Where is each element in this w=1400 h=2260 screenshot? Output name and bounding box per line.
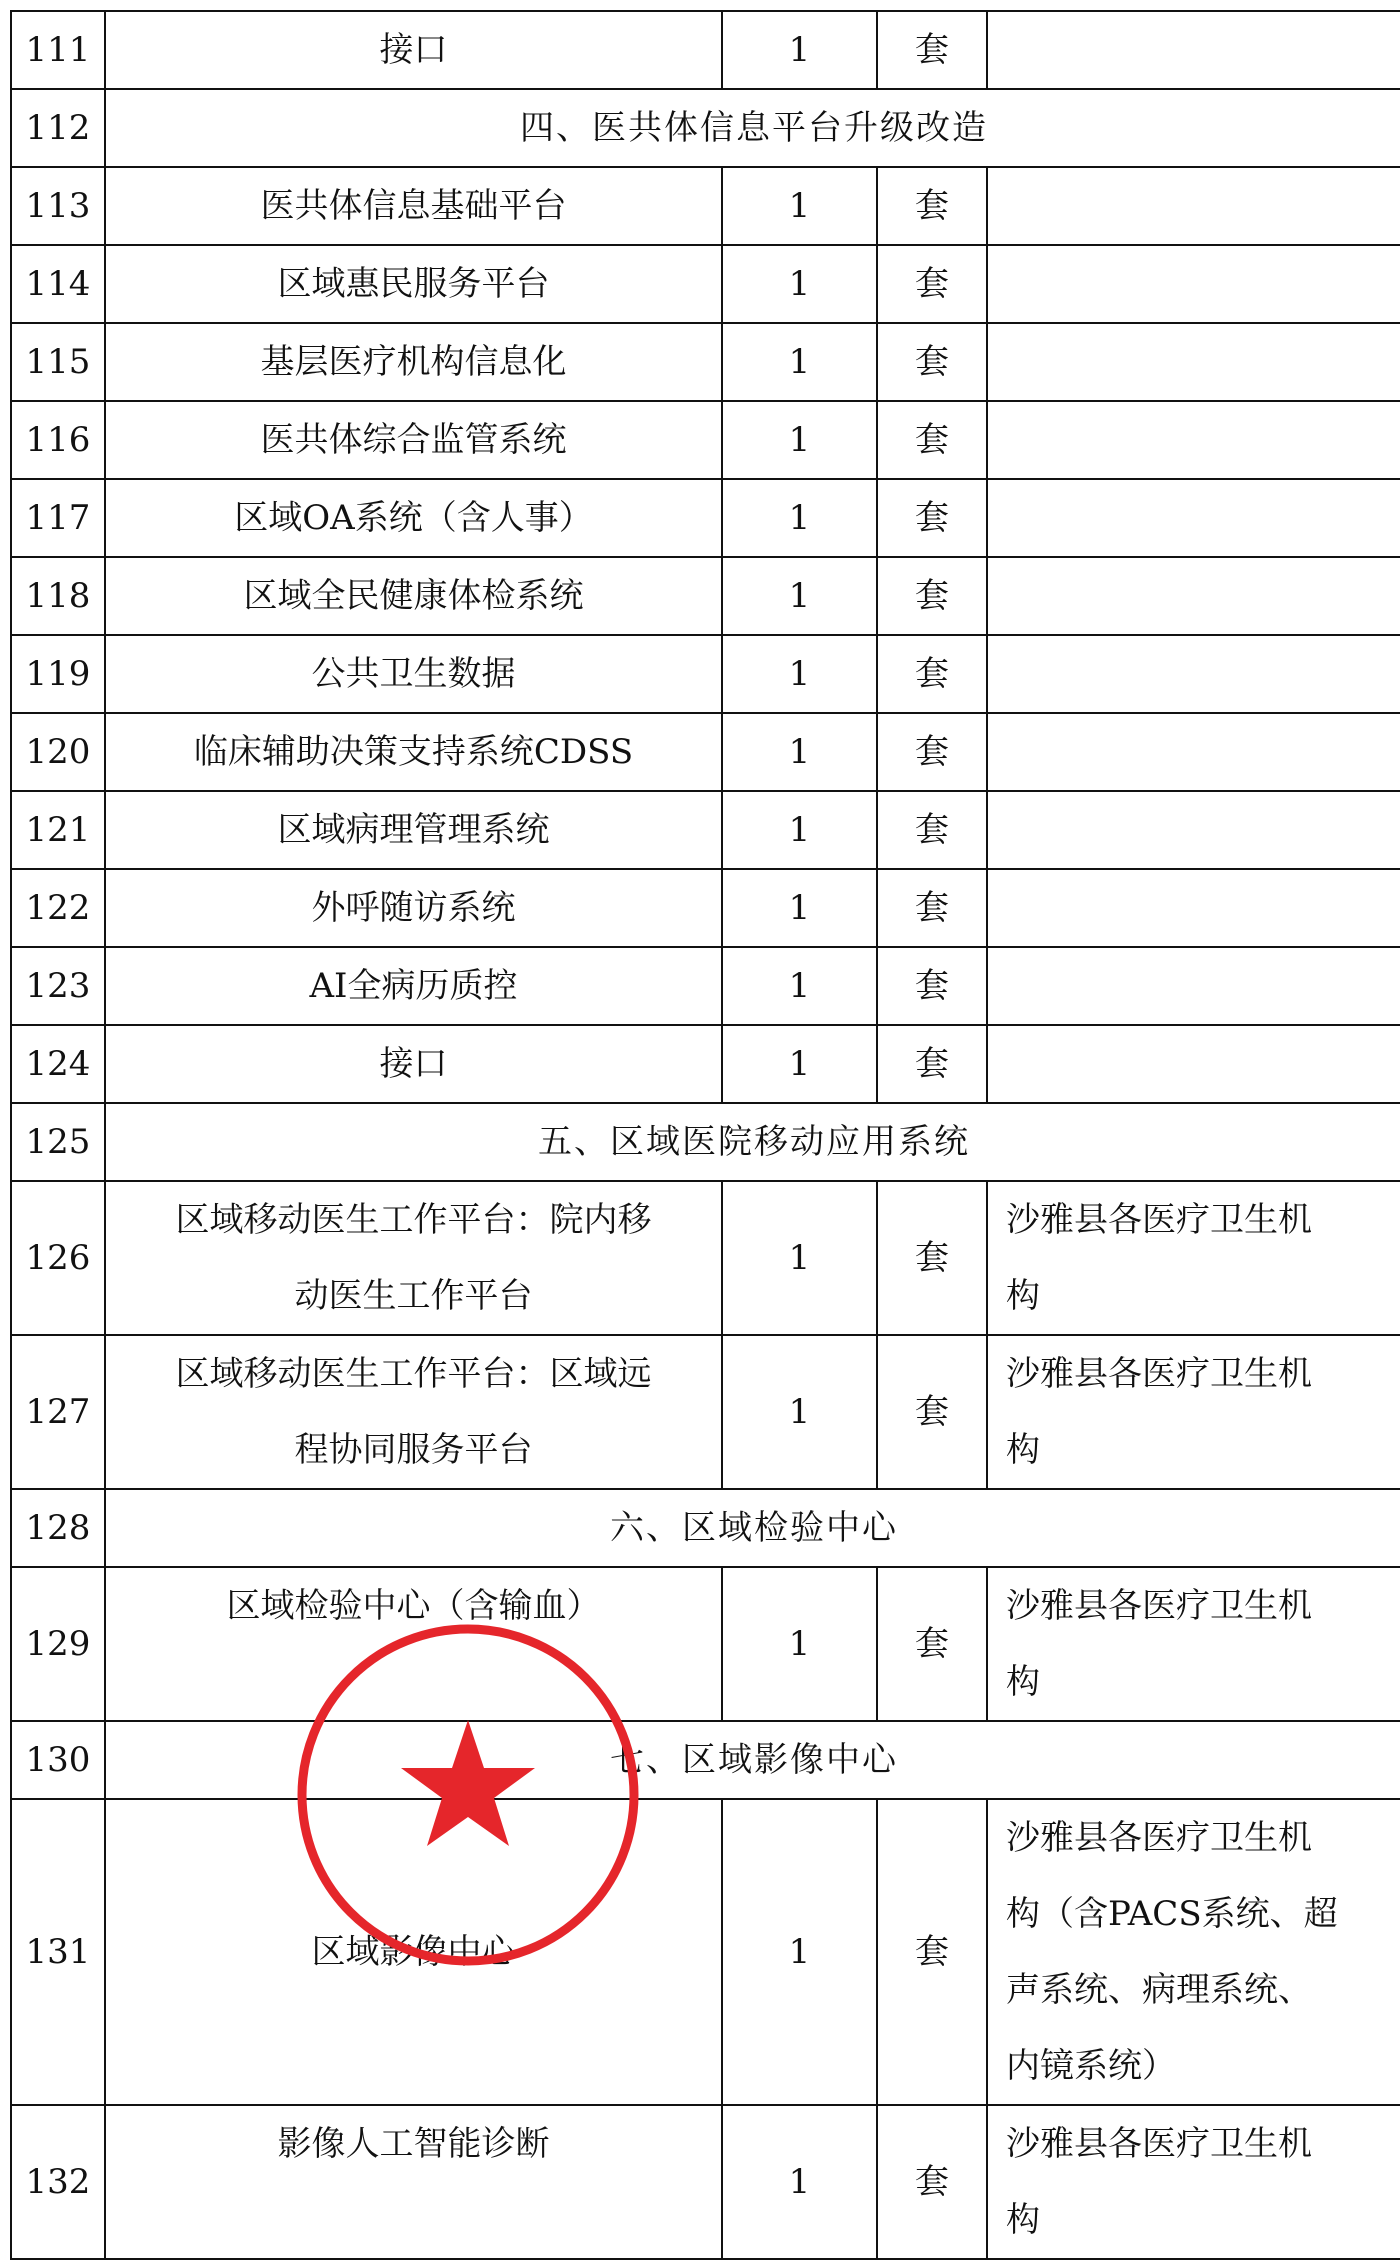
item-quantity: 1 [722, 11, 877, 89]
item-quantity: 1 [722, 1181, 877, 1335]
item-remark [987, 1799, 1400, 2105]
item-remark [987, 713, 1400, 791]
item-quantity: 1 [722, 479, 877, 557]
item-remark [987, 479, 1400, 557]
item-name-line: 医共体信息基础平台 [260, 186, 567, 226]
table-row [11, 323, 1400, 401]
item-quantity: 1 [722, 635, 877, 713]
equipment-list-table [10, 10, 1400, 2260]
table-row [11, 11, 1400, 89]
item-name-line: 区域检验中心（含输血） [226, 1586, 601, 1626]
item-remark-line: 沙雅县各医疗卫生机 [1006, 1200, 1312, 1240]
item-unit: 套 [877, 245, 987, 323]
item-name [105, 947, 722, 1025]
item-unit: 套 [877, 635, 987, 713]
row-number: 124 [11, 1025, 105, 1103]
row-number: 127 [11, 1335, 105, 1489]
item-quantity: 1 [722, 401, 877, 479]
item-name [105, 245, 722, 323]
item-unit: 套 [877, 167, 987, 245]
item-name [105, 791, 722, 869]
item-name [105, 1799, 722, 2105]
item-name [105, 1335, 722, 1489]
item-quantity: 1 [722, 1799, 877, 2105]
item-remark [987, 791, 1400, 869]
item-unit: 套 [877, 2105, 987, 2259]
item-remark-line: 沙雅县各医疗卫生机 [1006, 2124, 1312, 2164]
item-remark-line: 构 [1006, 1430, 1040, 1470]
row-number: 126 [11, 1181, 105, 1335]
item-unit: 套 [877, 11, 987, 89]
item-remark-line: 沙雅县各医疗卫生机 [1006, 1818, 1312, 1858]
item-name-line: 区域OA系统（含人事） [234, 498, 593, 538]
section-row [11, 1721, 1400, 1799]
item-name [105, 713, 722, 791]
item-remark [987, 245, 1400, 323]
item-quantity: 1 [722, 2105, 877, 2259]
item-remark-line: 沙雅县各医疗卫生机 [1006, 1354, 1312, 1394]
item-quantity: 1 [722, 947, 877, 1025]
section-row [11, 1489, 1400, 1567]
item-remark-line: 构 [1006, 1662, 1040, 1702]
item-remark-line: 构 [1006, 2200, 1040, 2240]
row-number: 130 [11, 1721, 105, 1799]
item-quantity: 1 [722, 167, 877, 245]
section-row [11, 89, 1400, 167]
section-title: 六、区域检验中心 [105, 1489, 1400, 1567]
item-unit: 套 [877, 557, 987, 635]
item-unit: 套 [877, 401, 987, 479]
item-name-line: 接口 [379, 1044, 448, 1084]
table-row [11, 1025, 1400, 1103]
item-name [105, 11, 722, 89]
section-title: 四、医共体信息平台升级改造 [105, 89, 1400, 167]
row-number: 132 [11, 2105, 105, 2259]
item-quantity: 1 [722, 1567, 877, 1721]
item-remark [987, 401, 1400, 479]
table-row [11, 479, 1400, 557]
table-row [11, 947, 1400, 1025]
table-row [11, 2105, 1400, 2259]
item-remark [987, 869, 1400, 947]
item-quantity: 1 [722, 245, 877, 323]
section-row [11, 1103, 1400, 1181]
item-name [105, 2105, 722, 2259]
item-name-line: 医共体综合监管系统 [260, 420, 567, 460]
item-remark [987, 947, 1400, 1025]
item-remark [987, 323, 1400, 401]
item-remark [987, 2105, 1400, 2259]
item-unit: 套 [877, 947, 987, 1025]
table-row [11, 869, 1400, 947]
item-quantity: 1 [722, 791, 877, 869]
item-quantity: 1 [722, 1335, 877, 1489]
item-unit: 套 [877, 713, 987, 791]
row-number: 129 [11, 1567, 105, 1721]
table-body [11, 11, 1400, 2259]
item-name-line: 临床辅助决策支持系统CDSS [193, 732, 634, 772]
item-unit: 套 [877, 1335, 987, 1489]
item-remark [987, 557, 1400, 635]
item-name-line: 区域惠民服务平台 [277, 264, 550, 304]
table-row [11, 245, 1400, 323]
item-quantity: 1 [722, 713, 877, 791]
table-row [11, 401, 1400, 479]
item-quantity: 1 [722, 323, 877, 401]
item-unit: 套 [877, 869, 987, 947]
item-remark-line: 构（含PACS系统、超 [1006, 1894, 1338, 1934]
item-name [105, 635, 722, 713]
section-title: 七、区域影像中心 [105, 1721, 1400, 1799]
item-remark-line: 沙雅县各医疗卫生机 [1006, 1586, 1312, 1626]
item-remark [987, 1025, 1400, 1103]
item-name [105, 401, 722, 479]
item-remark [987, 1567, 1400, 1721]
item-name-line: 公共卫生数据 [311, 654, 516, 694]
item-remark-line: 声系统、病理系统、 [1006, 1970, 1312, 2010]
item-name-line: 区域全民健康体检系统 [243, 576, 584, 616]
item-name-line: 程协同服务平台 [294, 1430, 533, 1470]
item-name-line: 接口 [379, 30, 448, 70]
item-name [105, 479, 722, 557]
table-row [11, 1335, 1400, 1489]
item-name [105, 869, 722, 947]
row-number: 121 [11, 791, 105, 869]
table-row [11, 1799, 1400, 2105]
table-row [11, 167, 1400, 245]
item-name [105, 1181, 722, 1335]
table-row [11, 791, 1400, 869]
item-name [105, 557, 722, 635]
table-row [11, 1567, 1400, 1721]
row-number: 114 [11, 245, 105, 323]
row-number: 113 [11, 167, 105, 245]
row-number: 118 [11, 557, 105, 635]
item-name-line: 影像人工智能诊断 [277, 2124, 550, 2164]
item-quantity: 1 [722, 557, 877, 635]
section-title: 五、区域医院移动应用系统 [105, 1103, 1400, 1181]
row-number: 128 [11, 1489, 105, 1567]
item-quantity: 1 [722, 869, 877, 947]
row-number: 120 [11, 713, 105, 791]
item-unit: 套 [877, 791, 987, 869]
item-unit: 套 [877, 1025, 987, 1103]
row-number: 115 [11, 323, 105, 401]
row-number: 112 [11, 89, 105, 167]
row-number: 122 [11, 869, 105, 947]
item-unit: 套 [877, 323, 987, 401]
item-quantity: 1 [722, 1025, 877, 1103]
item-name-line: 区域病理管理系统 [277, 810, 550, 850]
item-remark [987, 11, 1400, 89]
row-number: 123 [11, 947, 105, 1025]
item-unit: 套 [877, 1799, 987, 2105]
item-remark-line: 内镜系统） [1006, 2046, 1176, 2086]
row-number: 117 [11, 479, 105, 557]
item-name [105, 167, 722, 245]
item-remark [987, 635, 1400, 713]
table-row [11, 557, 1400, 635]
item-remark [987, 1335, 1400, 1489]
item-name-line: 动医生工作平台 [294, 1276, 533, 1316]
item-name-line: 基层医疗机构信息化 [260, 342, 567, 382]
table-row [11, 635, 1400, 713]
item-name [105, 1025, 722, 1103]
row-number: 119 [11, 635, 105, 713]
row-number: 131 [11, 1799, 105, 2105]
item-name-line: 区域影像中心 [311, 1932, 516, 1972]
item-name-line: AI全病历质控 [309, 966, 518, 1006]
item-name [105, 1567, 722, 1721]
item-unit: 套 [877, 1181, 987, 1335]
item-name [105, 323, 722, 401]
item-remark [987, 1181, 1400, 1335]
row-number: 125 [11, 1103, 105, 1181]
item-name-line: 外呼随访系统 [311, 888, 516, 928]
table-row [11, 1181, 1400, 1335]
item-name-line: 区域移动医生工作平台：区域远 [175, 1354, 652, 1394]
item-unit: 套 [877, 1567, 987, 1721]
table-row [11, 713, 1400, 791]
row-number: 116 [11, 401, 105, 479]
item-remark [987, 167, 1400, 245]
item-name-line: 区域移动医生工作平台：院内移 [175, 1200, 652, 1240]
item-unit: 套 [877, 479, 987, 557]
row-number: 111 [11, 11, 105, 89]
item-remark-line: 构 [1006, 1276, 1040, 1316]
